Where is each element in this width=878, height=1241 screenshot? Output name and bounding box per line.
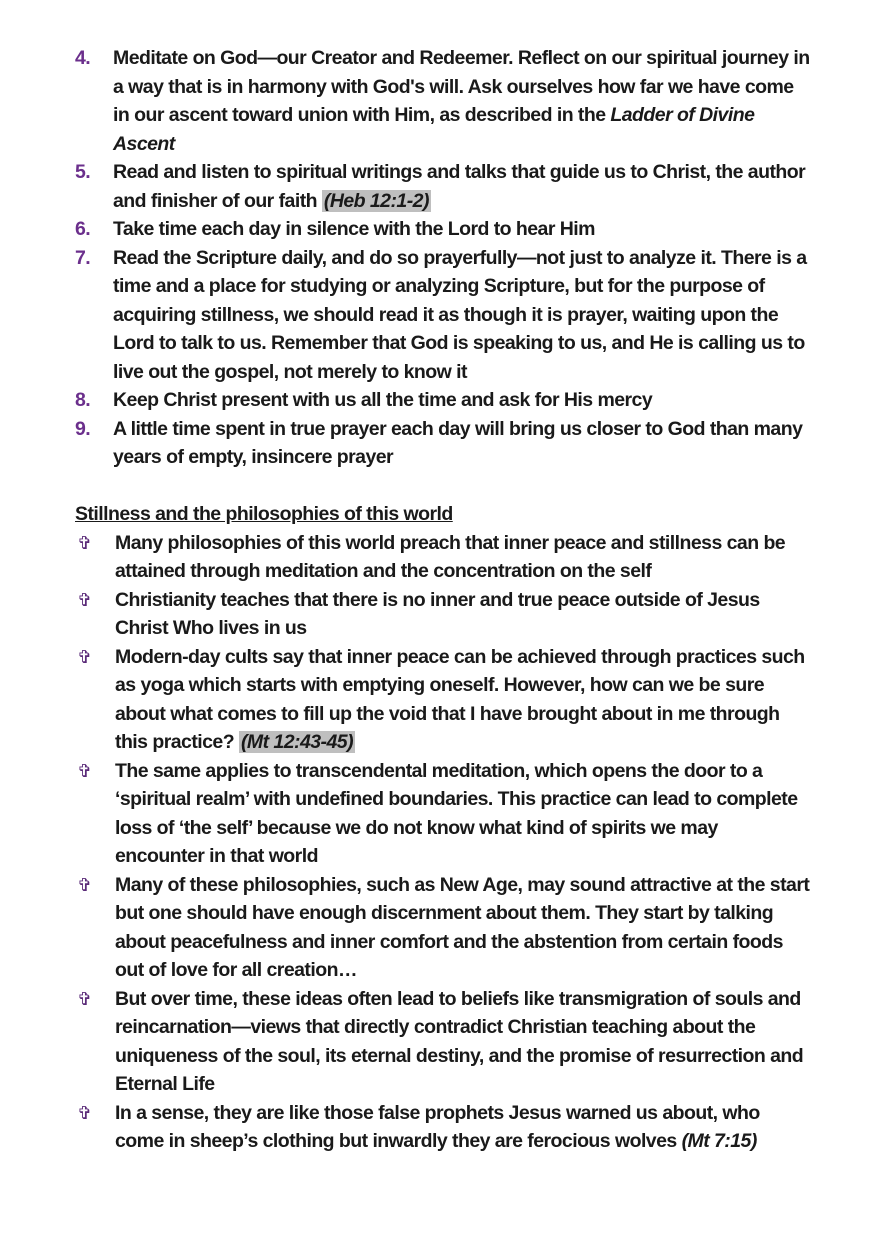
- bullet-text: The same applies to transcendental meditation, which opens the door to a ‘spiritual realm’ with undefined boundaries. This practice can lead to complete loss of ‘the self’ because we do not know what kind of spirits we may encounter in that world: [115, 759, 798, 867]
- scripture-reference: (Mt 12:43-45): [240, 731, 354, 753]
- bullet-item: [75, 871, 810, 985]
- list-number: 5.: [75, 161, 91, 183]
- cross-bullet-icon: ✞: [77, 532, 92, 553]
- list-number: 9.: [75, 417, 91, 440]
- bullet-item: [75, 586, 810, 643]
- list-item: [75, 415, 810, 472]
- book-title: Ladder of Divine Ascent: [113, 104, 755, 155]
- scripture-reference: (Heb 12:1-2): [323, 189, 429, 212]
- bullet-text: Modern-day cults say that inner peace can be achieved through practices such as yoga which starts with emptying oneself. However, how can we be sure about what comes to fill up the void that I have brought about in me through this practice? (Mt 12:43-45): [115, 645, 805, 753]
- bullet-item: [75, 757, 810, 871]
- list-item: [75, 244, 810, 387]
- cross-bullet-icon: ✞: [77, 760, 92, 781]
- list-item: [75, 158, 810, 215]
- list-number: 7.: [75, 246, 91, 269]
- cross-bullet-icon: ✞: [77, 646, 92, 667]
- list-number: 8.: [75, 389, 91, 411]
- paragraph-spacer: [75, 472, 810, 501]
- bullet-item: [75, 529, 810, 586]
- list-item-text: Take time each day in silence with the Lord to hear Him: [113, 218, 595, 240]
- bullet-item: [75, 643, 810, 757]
- list-item: [75, 44, 810, 158]
- list-item-text: A little time spent in true prayer each day will bring us closer to God than many years of empty, insincere prayer: [113, 417, 803, 468]
- bullet-text: Many philosophies of this world preach that inner peace and stillness can be attained through meditation and the concentration on the self: [115, 531, 786, 582]
- bullet-text: Many of these philosophies, such as New Age, may sound attractive at the start but one should have enough discernment about them. They start by talking about peacefulness and inner comfort and the abstention from certain foods out of love for all creation…: [115, 873, 810, 981]
- list-item-text: Keep Christ present with us all the time and ask for His mercy: [113, 389, 653, 411]
- cross-bullet-icon: ✞: [77, 589, 92, 610]
- bullet-item: [75, 1099, 810, 1156]
- document-page: [75, 44, 810, 1156]
- list-item-text: Read and listen to spiritual writings and talks that guide us to Christ, the author and finisher of our faith (Heb 12:1-2): [113, 161, 806, 212]
- list-item-text: Meditate on God—our Creator and Redeemer. Reflect on our spiritual journey in a way that is in harmony with God's will. Ask ourselves how far we have come in our ascent toward union with Him, as described in the Ladder of Divine Ascent: [113, 47, 810, 155]
- list-number: 6.: [75, 218, 91, 240]
- bullet-text: Christianity teaches that there is no inner and true peace outside of Jesus Christ Who lives in us: [115, 588, 760, 639]
- bullet-item: [75, 985, 810, 1099]
- scripture-reference: (Mt 7:15): [681, 1130, 757, 1152]
- cross-bullet-icon: ✞: [77, 874, 92, 895]
- cross-bullet-icon: ✞: [77, 988, 92, 1009]
- cross-bullet-icon: ✞: [77, 1102, 92, 1123]
- list-item-text: Read the Scripture daily, and do so prayerfully—not just to analyze it. There is a time and a place for studying or analyzing Scripture, but for the purpose of acquiring stillness, we should read it as though it is prayer, waiting upon the Lord to talk to us. Remember that God is speaking to us, and He is calling us to live out the gospel, not merely to know it: [113, 246, 807, 383]
- bullet-text: In a sense, they are like those false prophets Jesus warned us about, who come in sheep’s clothing but inwardly they are ferocious wolves (Mt 7:15): [115, 1101, 760, 1152]
- list-item: [75, 386, 810, 415]
- list-item: [75, 215, 810, 244]
- bullet-text: But over time, these ideas often lead to beliefs like transmigration of souls and reincarnation—views that directly contradict Christian teaching about the uniqueness of the soul, its eternal destiny, and the promise of resurrection and Eternal Life: [115, 987, 804, 1095]
- section-heading: Stillness and the philosophies of this world: [75, 503, 453, 525]
- list-number: 4.: [75, 47, 91, 69]
